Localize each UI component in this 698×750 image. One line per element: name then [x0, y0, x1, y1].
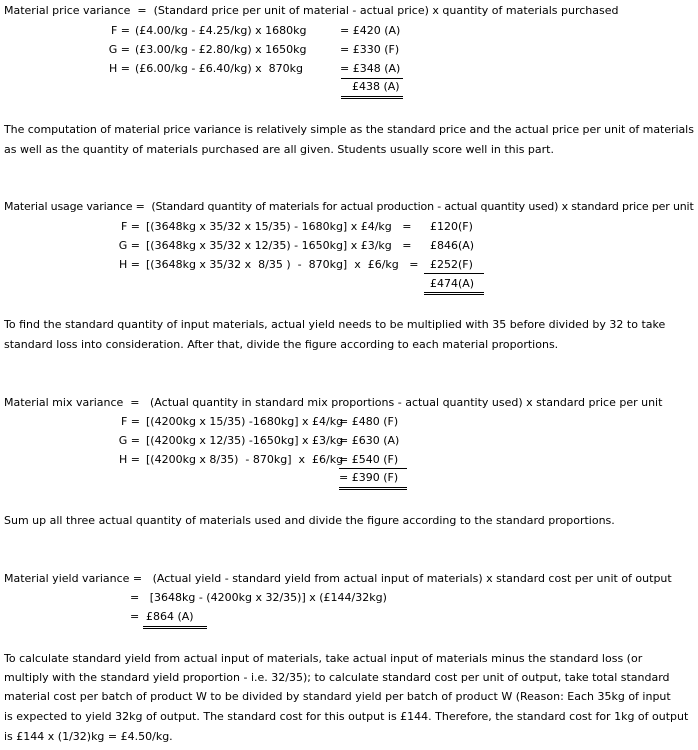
price-row-h-label: H = — [109, 62, 130, 75]
usage-row-h-result: £252(F) — [430, 258, 473, 271]
price-row-g-calc: (£3.00/kg - £2.80/kg) x 1650kg — [135, 43, 307, 56]
price-row-f-result: = £420 (A) — [340, 24, 401, 37]
mix-row-g-calc: [(4200kg x 12/35) -1650kg] x £3/kg — [146, 434, 344, 447]
yield-note-line-5: is £144 x (1/32)kg = £4.50/kg. — [4, 730, 173, 743]
usage-row-f-calc: [(3648kg x 35/32 x 15/35) - 1680kg] x £4/kg = — [146, 220, 412, 233]
price-note-line-1: The computation of material price variance is relatively simple as the standard price and the actual price per unit of materials — [4, 123, 694, 136]
usage-row-g-calc: [(3648kg x 35/32 x 12/35) - 1650kg] x £3/kg = — [146, 239, 412, 252]
mix-note-line-1: Sum up all three actual quantity of materials used and divide the figure according to the standard proportions. — [4, 514, 615, 527]
yield-total-rule-1 — [143, 626, 207, 627]
price-row-h-result: = £348 (A) — [340, 62, 401, 75]
price-row-f-label: F = — [110, 24, 130, 37]
mix-row-f-result: = £480 (F) — [339, 415, 399, 428]
usage-row-g-label: G = — [118, 239, 140, 252]
price-row-g-label: G = — [108, 43, 130, 56]
price-row-f-calc: (£4.00/kg - £4.25/kg) x 1680kg — [135, 24, 307, 37]
usage-note-line-1: To find the standard quantity of input materials, actual yield needs to be multiplied with 35 before divided by 32 to take — [4, 318, 666, 331]
yield-variance-formula: Material yield variance = (Actual yield - standard yield from actual input of materials) x standard cost per unit of output — [4, 572, 672, 585]
mix-total: = £390 (F) — [339, 471, 399, 484]
yield-note-line-4: is expected to yield 32kg of output. The standard cost for this output is £144. Therefore, the standard cost for 1kg of output — [4, 710, 689, 723]
yield-result: £864 (A) — [146, 610, 194, 623]
mix-row-f-label: F = — [120, 415, 140, 428]
usage-total-rule-1 — [424, 292, 484, 293]
price-variance-formula: Material price variance = (Standard price per unit of material - actual price) x quantity of materials purchased — [4, 4, 619, 17]
yield-note-line-3: material cost per batch of product W to be divided by standard yield per batch of product W (Reason: Each 35kg of input — [4, 690, 671, 703]
mix-row-h-result: = £540 (F) — [339, 453, 399, 466]
mix-total-rule-2 — [339, 489, 407, 490]
mix-row-h-label: H = — [119, 453, 140, 466]
yield-step-1: = [3648kg - (4200kg x 32/35)] x (£144/32kg) — [130, 591, 387, 604]
mix-row-f-calc: [(4200kg x 15/35) -1680kg] x £4/kg — [146, 415, 344, 428]
yield-step-2-equals: = — [130, 610, 140, 623]
price-total: £438 (A) — [352, 80, 400, 93]
mix-row-h-calc: [(4200kg x 8/35) - 870kg] x £6/kg — [146, 453, 344, 466]
usage-subtotal-rule — [424, 273, 484, 274]
usage-row-f-label: F = — [120, 220, 140, 233]
price-note-line-2: as well as the quantity of materials purchased are all given. Students usually score well in this part. — [4, 143, 554, 156]
usage-total-rule-2 — [424, 294, 484, 295]
mix-variance-formula: Material mix variance = (Actual quantity in standard mix proportions - actual quantity used) x standard price per unit — [4, 396, 663, 409]
usage-total: £474(A) — [430, 277, 475, 290]
yield-note-line-2: multiply with the standard yield proportion - i.e. 32/35); to calculate standard cost per unit of output, take total standard — [4, 671, 670, 684]
usage-row-h-calc: [(3648kg x 35/32 x 8/35 ) - 870kg] x £6/kg = — [146, 258, 419, 271]
mix-row-g-label: G = — [118, 434, 140, 447]
price-total-rule-2 — [341, 98, 403, 99]
mix-row-g-result: = £630 (A) — [339, 434, 400, 447]
usage-row-f-result: £120(F) — [430, 220, 473, 233]
price-row-g-result: = £330 (F) — [340, 43, 400, 56]
price-subtotal-rule — [341, 78, 403, 79]
yield-note-line-1: To calculate standard yield from actual input of materials, take actual input of materials minus the standard loss (or — [4, 652, 643, 665]
price-row-h-calc: (£6.00/kg - £6.40/kg) x 870kg — [135, 62, 303, 75]
mix-total-rule-1 — [339, 487, 407, 488]
mix-subtotal-rule — [339, 468, 407, 469]
price-total-rule-1 — [341, 96, 403, 97]
usage-variance-formula: Material usage variance = (Standard quantity of materials for actual production - actual quantity used) x standard price per unit — [4, 200, 694, 213]
yield-total-rule-2 — [143, 628, 207, 629]
usage-row-h-label: H = — [119, 258, 140, 271]
usage-note-line-2: standard loss into consideration. After that, divide the figure according to each material proportions. — [4, 338, 559, 351]
usage-row-g-result: £846(A) — [430, 239, 475, 252]
